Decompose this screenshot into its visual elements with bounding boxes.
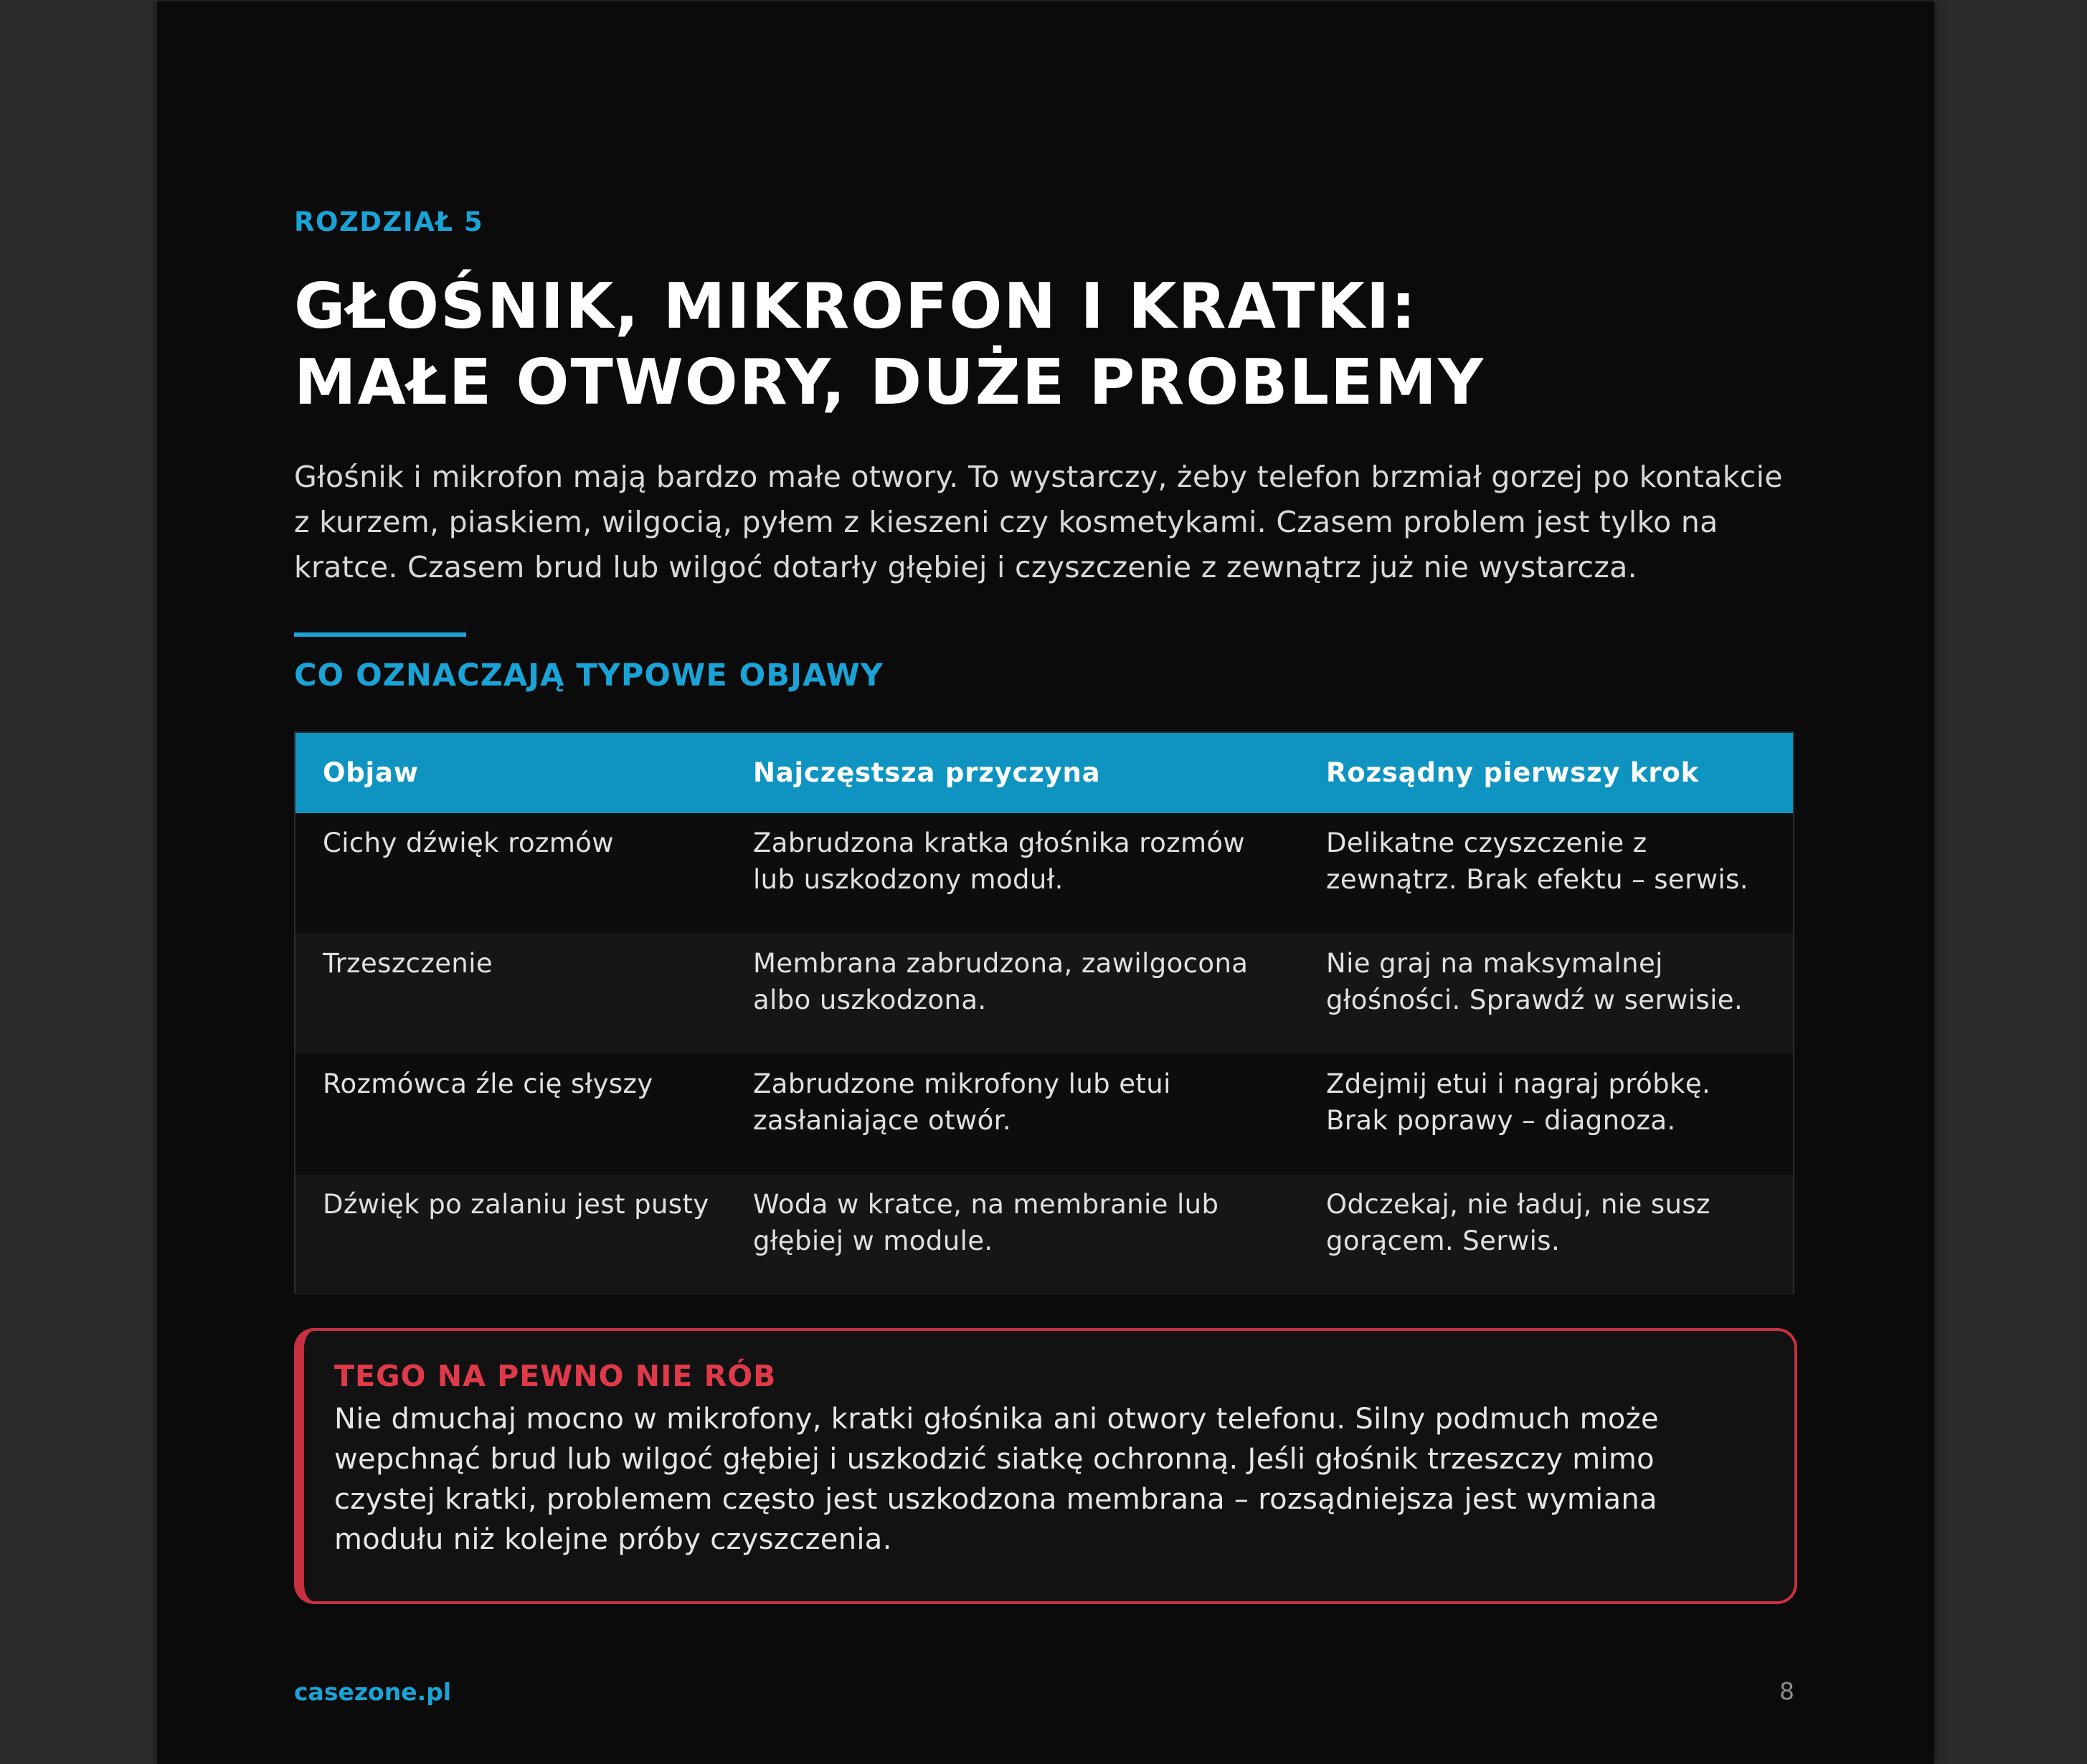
- section-heading: CO OZNACZAJĄ TYPOWE OBJAWY: [294, 658, 884, 693]
- column-header-symptom: Objaw: [323, 757, 419, 788]
- table-row: [295, 813, 1793, 934]
- section-divider: [294, 632, 466, 637]
- footer-site-link[interactable]: casezone.pl: [294, 1678, 452, 1706]
- page-number: 8: [1779, 1677, 1794, 1705]
- table-cell-first-step: Zdejmij etui i nagraj próbkę. Brak poprawy – diagnoza.: [1326, 1068, 1711, 1136]
- chapter-label: ROZDZIAŁ 5: [294, 207, 484, 237]
- table-cell-first-step: Delikatne czyszczenie z zewnątrz. Brak efektu – serwis.: [1326, 828, 1748, 895]
- warning-body: Nie dmuchaj mocno w mikrofony, kratki głośnika ani otwory telefonu. Silny podmuch może wepchnąć brud lub wilgoć głębiej i uszkodzić siatkę ochronną. Jeśli głośnik trzeszczy mimo czystej kratki, problemem często jest uszkodzona membrana – rozsądniejsza jest wymiana modułu niż kolejne próby czyszczenia.: [334, 1403, 1659, 1556]
- title-line-1: GŁOŚNIK, MIKROFON I KRATKI:: [294, 270, 1418, 343]
- table-cell-symptom: Cichy dźwięk rozmów: [323, 828, 614, 858]
- document-page: [157, 1, 1934, 1764]
- table-cell-symptom: Trzeszczenie: [323, 948, 493, 979]
- symptoms-table: [294, 731, 1794, 1294]
- table-cell-first-step: Nie graj na maksymalnej głośności. Sprawdź w serwisie.: [1326, 948, 1743, 1015]
- table-cell-symptom: Dźwięk po zalaniu jest pusty: [323, 1189, 709, 1220]
- table-cell-symptom: Rozmówca źle cię słyszy: [323, 1068, 653, 1099]
- table-cell-first-step: Odczekaj, nie ładuj, nie susz gorącem. Serwis.: [1326, 1189, 1710, 1256]
- warning-title: TEGO NA PEWNO NIE RÓB: [334, 1359, 777, 1393]
- column-header-cause: Najczęstsza przyczyna: [753, 757, 1101, 788]
- table-row: [295, 1175, 1793, 1295]
- table-cell-cause: Woda w kratce, na membranie lub głębiej w module.: [753, 1189, 1219, 1256]
- page-title: [294, 268, 1797, 420]
- table-row: [295, 934, 1793, 1054]
- page-content: [294, 1, 1797, 1764]
- table-cell-cause: Membrana zabrudzona, zawilgocona albo uszkodzona.: [753, 948, 1249, 1015]
- warning-box: [294, 1328, 1797, 1604]
- title-line-2: MAŁE OTWORY, DUŻE PROBLEMY: [294, 346, 1485, 419]
- table-cell-cause: Zabrudzone mikrofony lub etui zasłaniające otwór.: [753, 1068, 1171, 1136]
- intro-paragraph: Głośnik i mikrofon mają bardzo małe otwory. To wystarczy, żeby telefon brzmiał gorzej po kontakcie z kurzem, piaskiem, wilgocią, pyłem z kieszeni czy kosmetykami. Czasem problem jest tylko na kratce. Czasem brud lub wilgoć dotarły głębiej i czyszczenie z zewnątrz już nie wystarcza.: [294, 460, 1783, 584]
- table-cell-cause: Zabrudzona kratka głośnika rozmów lub uszkodzony moduł.: [753, 828, 1246, 895]
- table-row: [295, 1054, 1793, 1175]
- column-header-first-step: Rozsądny pierwszy krok: [1326, 757, 1699, 788]
- table-header: [295, 733, 1793, 813]
